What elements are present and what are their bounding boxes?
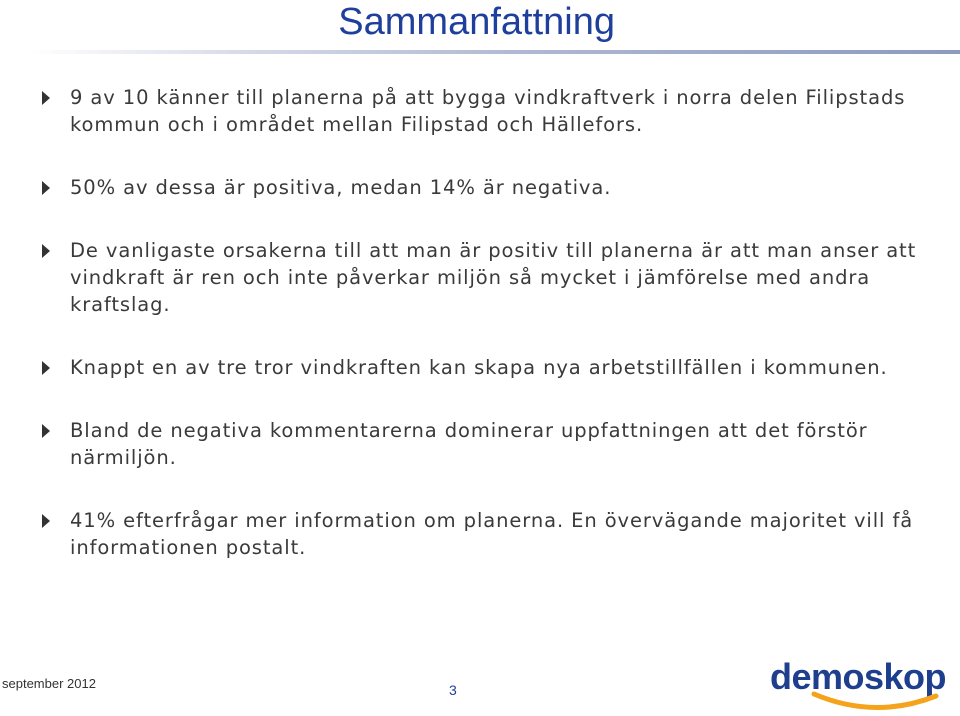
bullet-item <box>40 417 920 471</box>
bullet-item <box>40 354 920 381</box>
bullet-arrow-icon <box>42 244 50 258</box>
bullet-arrow-icon <box>42 91 50 105</box>
bullet-item <box>40 84 920 138</box>
bullet-arrow-icon <box>42 514 50 528</box>
bullet-arrow-icon <box>42 181 50 195</box>
bullet-item <box>40 174 920 201</box>
footer-date: september 2012 <box>2 676 96 691</box>
bullet-list <box>40 84 920 561</box>
page-number: 3 <box>449 682 457 698</box>
bullet-item <box>40 237 920 318</box>
bullet-text: Knappt en av tre tror vindkraften kan skapa nya arbetstillfällen i kommunen. <box>70 356 888 379</box>
bullet-item <box>40 507 920 561</box>
bullet-text: 9 av 10 känner till planerna på att bygga vindkraftverk i norra delen Filipstads kommun och i området mellan Filipstad och Hällefors. <box>70 86 906 136</box>
bullet-arrow-icon <box>42 424 50 438</box>
bullet-text: Bland de negativa kommentarerna dominerar uppfattningen att det förstör närmiljön. <box>70 419 868 469</box>
bullet-arrow-icon <box>42 361 50 375</box>
title-divider <box>0 50 960 54</box>
bullet-text: 50% av dessa är positiva, medan 14% är negativa. <box>70 176 612 199</box>
demoskop-logo <box>770 656 950 714</box>
logo-smile-icon <box>810 690 940 712</box>
logo-text: demoskop <box>770 656 947 697</box>
bullet-text: De vanligaste orsakerna till att man är positiv till planerna är att man anser att vindkraft är ren och inte påverkar miljön så mycket i jämförelse med andra kraftslag. <box>70 239 917 316</box>
bullet-text: 41% efterfrågar mer information om planerna. En övervägande majoritet vill få informationen postalt. <box>70 509 914 559</box>
slide-title: Sammanfattning <box>338 1 615 43</box>
